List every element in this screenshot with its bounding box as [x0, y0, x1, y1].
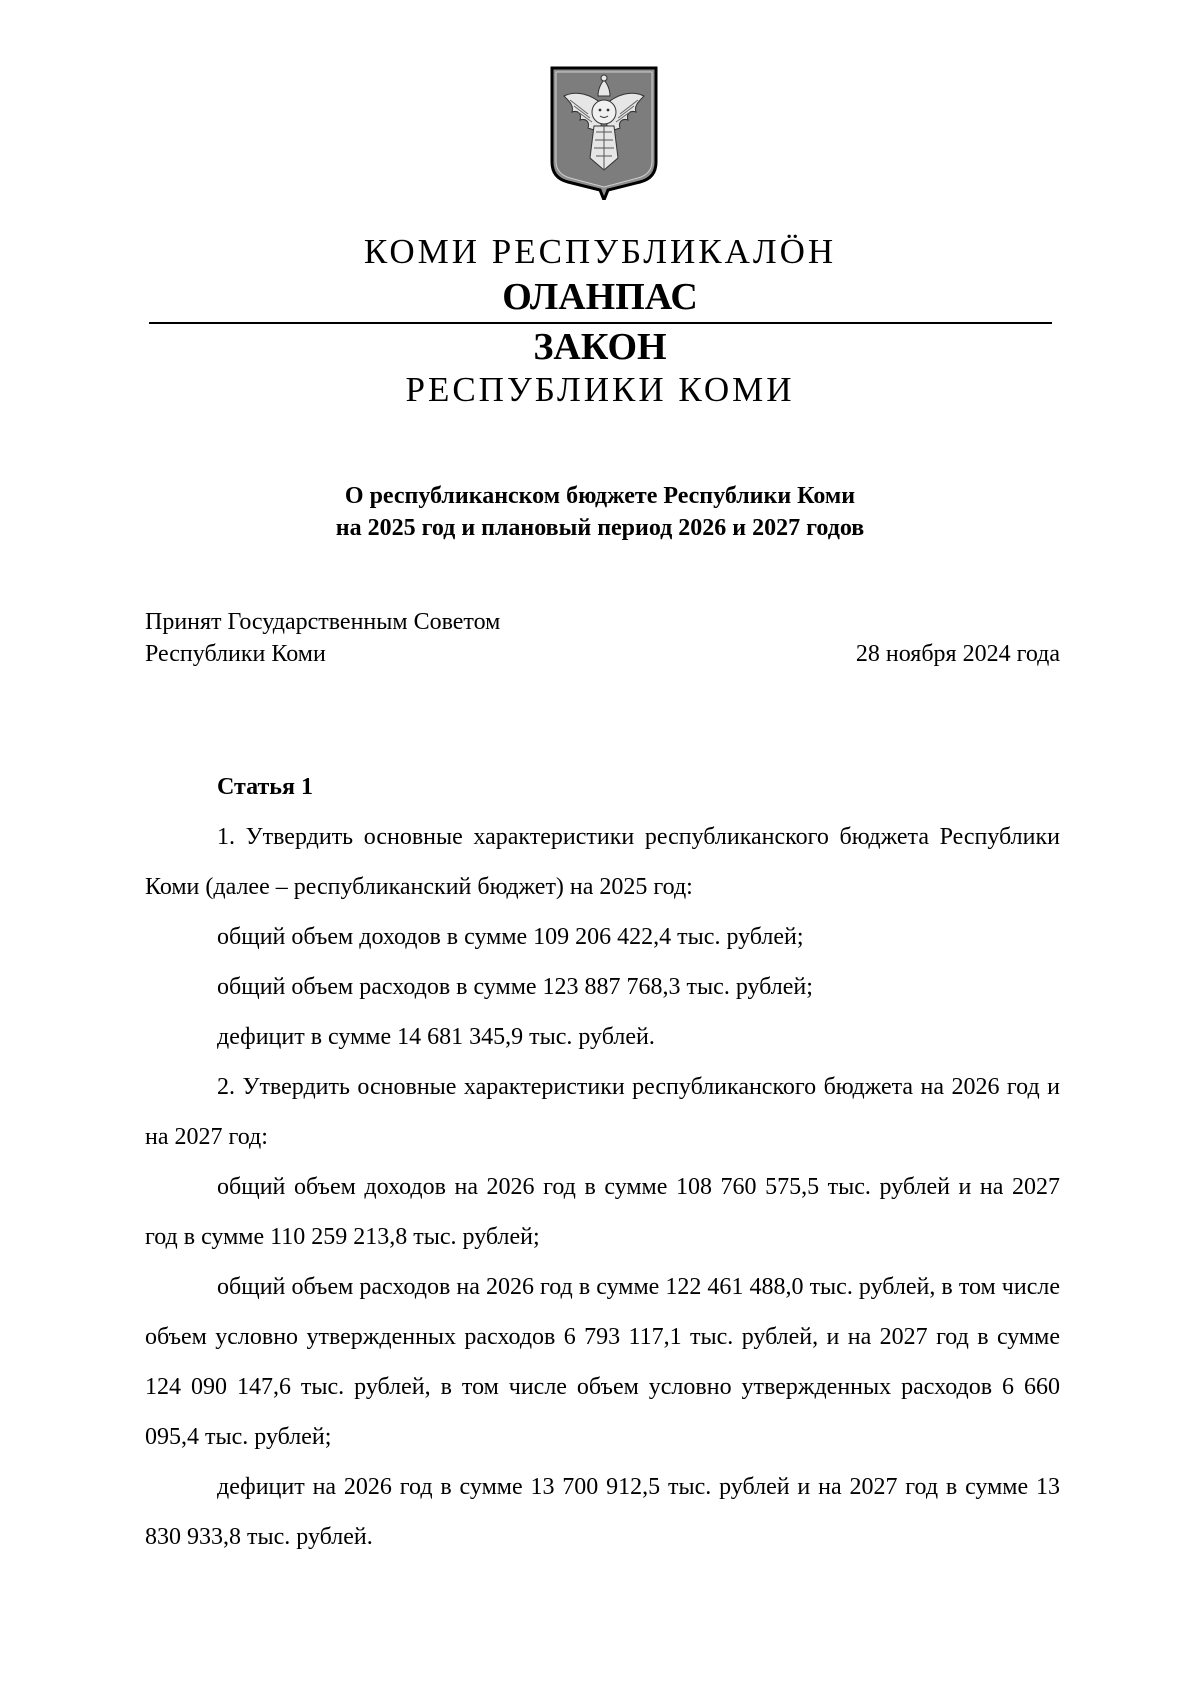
komi-coat-of-arms-icon — [548, 66, 660, 200]
article-paragraph: дефицит в сумме 14 681 345,9 тыс. рублей. — [217, 1024, 655, 1050]
article-paragraph: дефицит на 2026 год в сумме 13 700 912,5 тыс. рублей и на 2027 год в сумме 13 830 933,8 тыс. рублей. — [145, 1474, 1060, 1550]
adopted-by — [145, 606, 500, 670]
adopted-line-1: Принят Государственным Советом — [145, 609, 501, 635]
article-paragraph: общий объем доходов в сумме 109 206 422,4 тыс. рублей; — [217, 924, 804, 950]
adopted-line-2: Республики Коми — [145, 641, 326, 667]
article-paragraph: 1. Утвердить основные характеристики республиканского бюджета Республики Коми (далее – республиканский бюджет) на 2025 год: — [145, 824, 1060, 900]
header-zakon: ЗАКОН — [533, 326, 667, 368]
adopted-date: 28 ноября 2024 года — [855, 641, 1060, 667]
article-paragraph: общий объем доходов на 2026 год в сумме 108 760 575,5 тыс. рублей и на 2027 год в сумме 110 259 213,8 тыс. рублей; — [145, 1174, 1060, 1250]
law-title-line-2: на 2025 год и плановый период 2026 и 2027 годов — [335, 515, 865, 541]
header-komi-line: КОМИ РЕСПУБЛИКАЛӦН — [363, 232, 837, 271]
law-title-line-1: О республиканском бюджете Республики Коми — [344, 483, 856, 509]
article-paragraph: общий объем расходов в сумме 123 887 768,3 тыс. рублей; — [217, 974, 813, 1000]
header-olanpas: ОЛАНПАС — [502, 276, 698, 318]
article-heading: Статья 1 — [217, 774, 313, 800]
article-body — [145, 762, 1060, 1562]
law-title — [0, 480, 1200, 544]
article-paragraph: 2. Утвердить основные характеристики республиканского бюджета на 2026 год и на 2027 год: — [145, 1074, 1060, 1150]
article-paragraph: общий объем расходов на 2026 год в сумме 122 461 488,0 тыс. рублей, в том числе объем условно утвержденных расходов 6 793 117,1 тыс. рублей, и на 2027 год в сумме 124 090 147,6 тыс. рублей, в том числе объем условно утвержденных расходов 6 660 095,4 тыс. рублей; — [145, 1274, 1060, 1450]
header-divider — [149, 322, 1052, 324]
header-republic-line: РЕСПУБЛИКИ КОМИ — [405, 370, 795, 409]
